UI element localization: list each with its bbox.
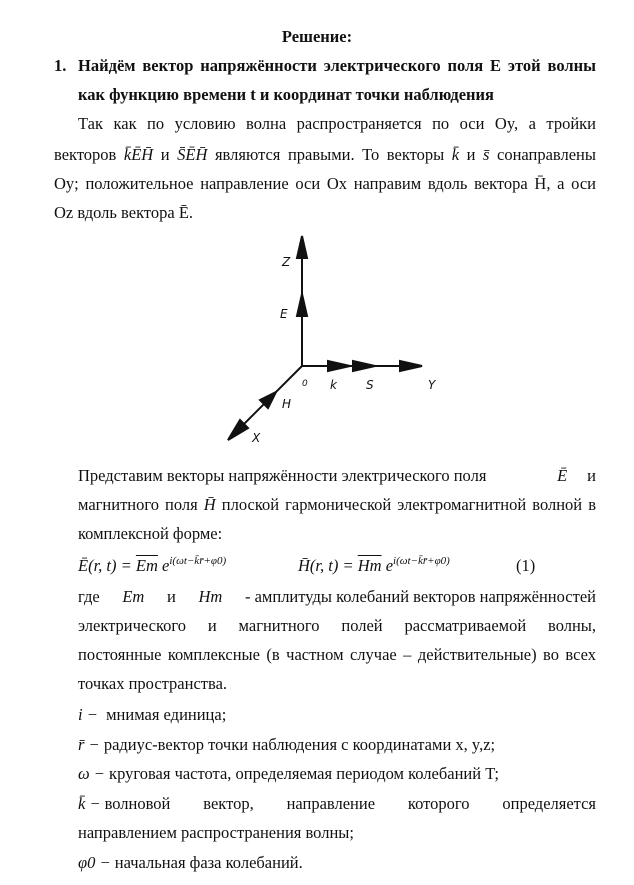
def-wave-vector: [78, 794, 596, 814]
formula-number: (1): [516, 556, 536, 575]
section-title-line-2: как функцию времени t и координат точки наблюдения: [78, 85, 494, 104]
def-imaginary-unit: [78, 705, 226, 725]
para2-text: Представим векторы напряжённости электрического поля: [78, 466, 487, 485]
label-x: X: [252, 431, 261, 445]
para1-text: и: [153, 145, 178, 164]
amplitude-em: Em: [122, 587, 145, 606]
para2-line-2: [78, 495, 596, 515]
para2-line-3: комплексной форме:: [78, 524, 223, 543]
label-z: Z: [282, 255, 291, 269]
formula-h-lhs: H̄(r, t) =: [298, 556, 358, 575]
para2-text: плоской гармонической электромагнитной волной в: [215, 495, 596, 514]
def-text: круговая частота, определяемая периодом колебаний T;: [109, 764, 499, 783]
label-e: E: [280, 307, 288, 321]
def-text: волновой вектор, направление которого определяется: [104, 794, 596, 813]
def-symbol: k̄ −: [78, 794, 101, 813]
formula-h-exponent: i(ωt−k̄r̄+φ0): [393, 555, 450, 567]
para2-line-1: [78, 466, 596, 486]
para1-text: сонаправлены: [489, 145, 596, 164]
def-text: начальная фаза колебаний.: [114, 853, 303, 872]
vector-e: Ē: [557, 466, 568, 485]
formula-e-lhs: Ē(r, t) =: [78, 556, 136, 575]
k-vector-arrow-icon: [328, 361, 350, 371]
solution-heading: Решение:: [281, 27, 353, 46]
vector-h: H̄: [203, 495, 216, 514]
formula-e-exponent: i(ωt−k̄r̄+φ0): [169, 555, 227, 567]
para3-line-4: точках пространства.: [78, 674, 228, 693]
para1-line-4: Oz вдоль вектора Ē.: [54, 203, 194, 222]
para1-text: и: [459, 145, 484, 164]
label-s: S: [366, 378, 374, 392]
def-radius-vector: [78, 735, 495, 755]
para3-text: где: [78, 587, 100, 606]
def-symbol: i −: [78, 705, 98, 724]
vector-k: k̄: [451, 145, 460, 164]
formula-e-amplitude: $\overline{Em}$: [135, 556, 158, 575]
def-text: радиус-вектор точки наблюдения с координатами x, y,z;: [103, 735, 496, 754]
para2-text: и: [587, 466, 596, 485]
s-vector-arrow-icon: [353, 361, 375, 371]
para1-text: векторов: [54, 145, 124, 164]
def-angular-frequency: [78, 764, 499, 784]
formula-h-amplitude: $\overline{Hm}$: [357, 556, 382, 575]
axes-figure: [220, 232, 460, 452]
para3-line-3: постоянные комплексные (в частном случае – действительные) во всех: [78, 645, 596, 664]
para1-line-3: Oy; положительное направление оси Ox направим вдоль вектора H̄, а оси: [54, 174, 596, 193]
z-axis-arrow-icon: [297, 236, 307, 258]
y-axis-arrow-icon: [400, 361, 422, 371]
vector-s: s̄: [483, 145, 490, 164]
para1-line-1: Так как по условию волна распространяется по оси Oy, а тройки: [78, 114, 596, 133]
label-origin: 0: [302, 379, 308, 389]
section-number: 1.: [54, 56, 67, 75]
para3-text: - амплитуды колебаний векторов напряжённостей: [244, 587, 596, 606]
para1-text: являются правыми. То векторы: [207, 145, 452, 164]
label-y: Y: [428, 378, 436, 392]
para3-line-1: [78, 587, 596, 607]
formula-e: Ē(r, $t) = \overline{Em}$ $e^{i(\omega t-k̄r̄+\varphi 0)}$: [78, 555, 227, 575]
def-text: мнимая единица;: [106, 705, 227, 724]
def-initial-phase: [78, 853, 303, 873]
def-symbol: r̄ −: [78, 735, 100, 754]
amplitude-hm: Hm: [198, 587, 223, 606]
label-h: H: [282, 397, 292, 411]
def-wave-vector-continued: направлением распространения волны;: [78, 823, 354, 842]
e-vector-arrow-icon: [297, 294, 307, 316]
vector-triple-SEH: S̄ĒH̄: [177, 145, 208, 164]
para2-text: магнитного поля: [78, 495, 204, 514]
label-k: k: [330, 378, 337, 392]
formula-h: H̄(r, $t) = \overline{Hm}$ $e^{i(\omega t-k̄r̄+\varphi 0)}$: [298, 555, 450, 575]
def-symbol: φ0 −: [78, 853, 111, 872]
section-title-line-1: Найдём вектор напряжённости электрического поля E этой волны: [78, 56, 596, 75]
def-symbol: ω −: [78, 764, 105, 783]
vector-triple-kEH: k̄ĒH̄: [123, 145, 154, 164]
para3-text: и: [166, 587, 176, 606]
para3-line-2: электрического и магнитного полей рассматриваемой волны,: [78, 616, 596, 635]
para1-line-2: [54, 145, 596, 165]
